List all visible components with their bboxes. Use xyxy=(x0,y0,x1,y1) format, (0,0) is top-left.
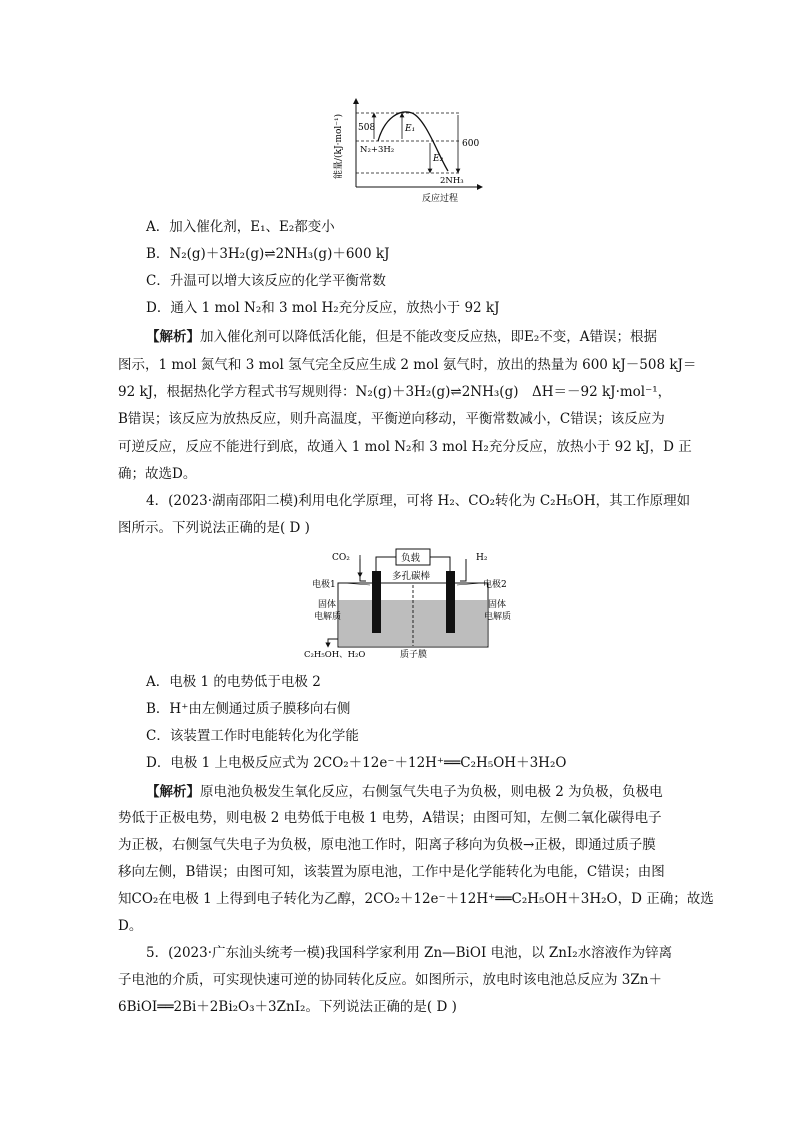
q3-analysis-line-1: 【解析】加入催化剂可以降低活化能，但是不能改变反应热，即E₂不变，A错误；根据 xyxy=(146,329,658,345)
electrode-2 xyxy=(446,571,455,633)
q4-analysis-line-3: 为正极，右侧氢气失电子为负极，原电池工作时，阳离子移向为负极→正极，即通过质子膜 xyxy=(118,837,656,853)
analysis-tag: 【解析】 xyxy=(146,329,200,345)
energy-diagram xyxy=(330,95,490,207)
co2-label: CO₂ xyxy=(332,553,350,563)
analysis-tag: 【解析】 xyxy=(146,784,200,800)
rod-label: 多孔碳棒 xyxy=(392,571,431,582)
q5-stem-line-1: 5．(2023·广东汕头统考一模)我国科学家利用 Zn—BiOI 电池，以 ZnI₂水溶液作为锌离 xyxy=(146,945,673,961)
electrode-1-label: 电极1 xyxy=(312,580,336,590)
q4-analysis-line-1: 【解析】原电池负极发生氧化反应，右侧氢气失电子为负极，则电极 2 为负极，负极电 xyxy=(146,784,663,800)
q4-analysis-line-2: 势低于正极电势，则电极 2 电势低于电极 1 电势，A错误；由图可知，左侧二氧化碳得电子 xyxy=(118,810,662,826)
electrochemical-cell-diagram xyxy=(300,545,525,660)
electrode-2-label: 电极2 xyxy=(483,580,507,590)
label-508: 508 xyxy=(358,123,376,133)
q3-option-b: B．N₂(g)＋3H₂(g)⇌2NH₃(g)＋600 kJ xyxy=(146,246,390,262)
q3-option-d: D．通入 1 mol N₂和 3 mol H₂充分反应，放热小于 92 kJ xyxy=(146,300,500,316)
load-label: 负载 xyxy=(401,553,421,564)
q4-stem-line-1: 4．(2023·湖南邵阳二模)利用电化学原理，可将 H₂、CO₂转化为 C₂H₅OH，其工作原理如 xyxy=(146,493,691,509)
q3-analysis-line-3: 92 kJ，根据热化学方程式书写规则得：N₂(g)＋3H₂(g)⇌2NH₃(g) ΔH＝－92 kJ·mol⁻¹， xyxy=(118,384,672,400)
q5-stem-line-3: 6BiOI══2Bi＋2Bi₂O₃＋3ZnI₂。下列说法正确的是( D ) xyxy=(118,999,457,1015)
q3-option-a: A．加入催化剂，E₁、E₂都变小 xyxy=(146,219,335,235)
y-axis-label: 能量/(kJ·mol⁻¹) xyxy=(334,113,344,179)
label-e2: E₂ xyxy=(433,154,444,164)
q3-analysis-line-6: 确；故选D。 xyxy=(118,466,197,482)
electrode-1 xyxy=(372,571,381,633)
membrane-label: 质子膜 xyxy=(400,650,428,660)
q4-option-b: B．H⁺由左侧通过质子膜移向右侧 xyxy=(146,701,351,717)
solid-label-left: 固体 xyxy=(318,600,337,610)
q4-analysis-line-4: 移向左侧，B错误；由图可知，该装置为原电池，工作中是化学能转化为电能，C错误；由图 xyxy=(118,864,665,880)
q4-analysis-line-5: 知CO₂在电极 1 上得到电子转化为乙醇，2CO₂＋12e⁻＋12H⁺══C₂H₅OH＋3H₂O，D 正确；故选 xyxy=(118,891,714,907)
q3-analysis-line-2: 图示，1 mol 氮气和 3 mol 氢气完全反应生成 2 mol 氨气时，放出的热量为 600 kJ－508 kJ＝ xyxy=(118,357,697,373)
q3-analysis-line-5: 可逆反应，反应不能进行到底，故通入 1 mol N₂和 3 mol H₂充分反应，放热小于 92 kJ，D 正 xyxy=(118,439,692,455)
q3-option-c: C．升温可以增大该反应的化学平衡常数 xyxy=(146,273,386,289)
q4-option-d: D．电极 1 上电极反应式为 2CO₂＋12e⁻＋12H⁺══C₂H₅OH＋3H₂O xyxy=(146,755,567,771)
output-label: C₂H₅OH、H₂O xyxy=(304,650,366,660)
electrolyte-label-right: 电解质 xyxy=(484,612,512,622)
electrolyte-label-left: 电解质 xyxy=(314,612,342,622)
q3-analysis-line-4: B错误；该反应为放热反应，则升高温度，平衡逆向移动，平衡常数减小，C错误；该反应为 xyxy=(118,411,665,427)
q4-analysis-line-6: D。 xyxy=(118,918,143,934)
solid-label-right: 固体 xyxy=(488,600,507,610)
h2-label: H₂ xyxy=(476,553,488,563)
q4-option-a: A．电极 1 的电势低于电极 2 xyxy=(146,674,321,690)
q4-stem-line-2: 图所示。下列说法正确的是( D ) xyxy=(118,520,310,536)
label-e1: E₁ xyxy=(405,124,416,134)
q4-option-c: C．该装置工作时电能转化为化学能 xyxy=(146,728,359,744)
label-reactants: N₂+3H₂ xyxy=(360,145,395,155)
label-600: 600 xyxy=(462,139,480,149)
x-axis-label: 反应过程 xyxy=(422,194,459,204)
q5-stem-line-2: 子电池的介质，可实现快速可逆的协同转化反应。如图所示，放电时该电池总反应为 3Zn＋ xyxy=(118,972,662,988)
label-product: 2NH₃ xyxy=(440,176,464,186)
